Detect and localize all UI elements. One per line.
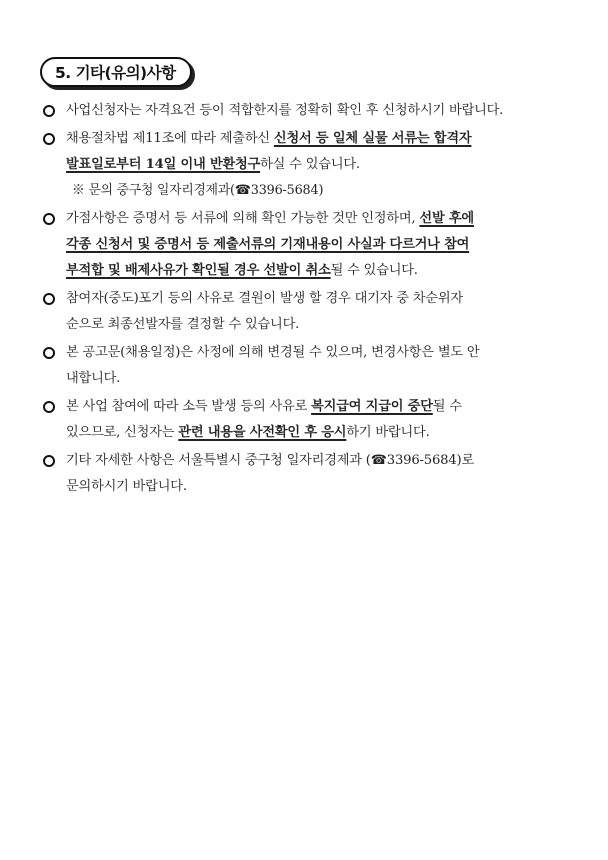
list-item [43, 286, 573, 338]
item-line [66, 126, 573, 152]
circle-bullet-icon [43, 293, 55, 305]
item-line [66, 448, 573, 474]
item-text: 있으므로, 신청자는 [66, 425, 179, 440]
list-item [43, 448, 573, 500]
item-line [66, 394, 573, 420]
emphasis-text: 각종 신청서 및 증명서 등 제출서류의 기재내용이 사실과 다르거나 참여 [66, 237, 470, 252]
item-text: 될 수 [432, 399, 462, 414]
phone-icon: ☎ [234, 183, 251, 198]
item-line [66, 152, 573, 178]
emphasis-text: 발표일로부터 14일 이내 반환청구 [66, 157, 261, 172]
circle-bullet-icon [43, 105, 55, 117]
item-text: 내합니다. [66, 371, 121, 386]
circle-bullet-icon [43, 401, 55, 413]
phone-number: 3396-5684) [250, 183, 324, 198]
item-text: 순으로 최종선발자를 결정할 수 있습니다. [66, 317, 300, 332]
item-text: 본 사업 참여에 따라 소득 발생 등의 사유로 [66, 399, 312, 414]
circle-bullet-icon [43, 455, 55, 467]
phone-number: 3396-5684)로 [386, 453, 475, 468]
item-line [66, 232, 573, 258]
item-text: 하실 수 있습니다. [260, 157, 360, 172]
list-item [43, 394, 573, 446]
item-text: 문의하시기 바랍니다. [66, 479, 187, 494]
emphasis-text: 부적합 및 배제사유가 확인될 경우 선발이 취소 [66, 263, 331, 278]
section-title: 5. 기타(유의)사항 [40, 57, 192, 87]
contact-note [66, 178, 573, 204]
emphasis-text: 신청서 등 일체 실물 서류는 합격자 [273, 131, 472, 146]
item-text: 기타 자세한 사항은 서울특별시 중구청 일자리경제과 ( [66, 453, 371, 468]
item-text: 채용절차법 제11조에 따라 제출하신 [66, 131, 274, 146]
list-item [43, 98, 573, 124]
circle-bullet-icon [43, 347, 55, 359]
note-text: ※ 문의 중구청 일자리경제과( [72, 183, 235, 198]
item-line [66, 420, 573, 446]
emphasis-text: 관련 내용을 사전확인 후 응시 [178, 425, 347, 440]
item-line [66, 258, 573, 284]
item-text: 하기 바랍니다. [346, 425, 430, 440]
list-item [43, 126, 573, 204]
notice-list [43, 98, 573, 500]
list-item [43, 340, 573, 392]
circle-bullet-icon [43, 133, 55, 145]
emphasis-text: 선발 후에 [419, 211, 474, 226]
item-text: 가점사항은 증명서 등 서류에 의해 확인 가능한 것만 인정하며, [66, 211, 420, 226]
list-item [43, 206, 573, 284]
item-text: 참여자(중도)포기 등의 사유로 결원이 발생 할 경우 대기자 중 차순위자 [66, 291, 463, 306]
circle-bullet-icon [43, 213, 55, 225]
item-text: 사업신청자는 자격요건 등이 적합한지를 정확히 확인 후 신청하시기 바랍니다. [66, 103, 504, 118]
item-text: 될 수 있습니다. [330, 263, 418, 278]
phone-icon: ☎ [370, 453, 387, 468]
item-text: 본 공고문(채용일정)은 사정에 의해 변경될 수 있으며, 변경사항은 별도 안 [66, 345, 480, 360]
emphasis-text: 복지급여 지급이 중단 [311, 399, 433, 414]
item-line [66, 206, 573, 232]
